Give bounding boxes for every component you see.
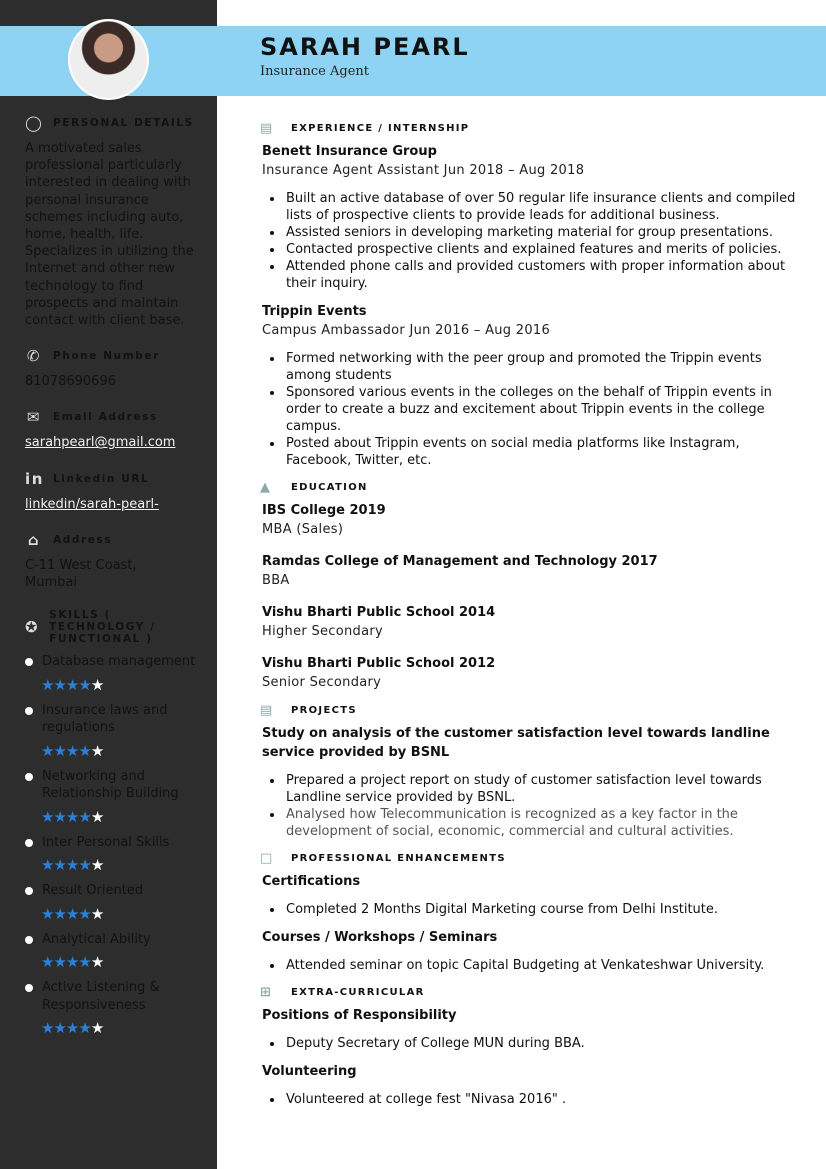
skill-rating bbox=[25, 1019, 200, 1037]
star-empty-icon: ★ bbox=[90, 807, 104, 826]
star-filled-icon: ★ bbox=[78, 675, 91, 694]
graduation-cap-icon: ▲ bbox=[260, 479, 272, 495]
heading-text: Address bbox=[53, 533, 113, 546]
plus-icon: ⊞ bbox=[260, 984, 273, 1000]
skill-rating bbox=[25, 953, 200, 971]
heading-text: PERSONAL DETAILS bbox=[53, 117, 194, 129]
group-title: Positions of Responsibility bbox=[262, 1008, 457, 1023]
bullet-item: Prepared a project report on study of customer satisfaction level towards Landline service provided by BSNL. bbox=[270, 772, 802, 806]
skill-rating bbox=[25, 856, 200, 874]
star-empty-icon: ★ bbox=[90, 741, 104, 760]
email-heading bbox=[25, 408, 200, 426]
degree: Senior Secondary bbox=[262, 675, 382, 690]
award-icon: ✪ bbox=[25, 618, 40, 637]
star-filled-icon: ★ bbox=[53, 741, 66, 760]
star-filled-icon: ★ bbox=[78, 904, 91, 923]
star-empty-icon: ★ bbox=[90, 904, 104, 923]
bullet-item: Sponsored various events in the colleges on the behalf of Trippin events in order to create a buzz and excitement about Trippin events in the college campus. bbox=[270, 384, 802, 435]
skill-item: Database management bbox=[25, 653, 200, 671]
skill-rating bbox=[25, 742, 200, 760]
star-filled-icon: ★ bbox=[41, 1019, 54, 1038]
skill-rating bbox=[25, 676, 200, 694]
star-filled-icon: ★ bbox=[41, 741, 54, 760]
bullet-item: Completed 2 Months Digital Marketing course from Delhi Institute. bbox=[270, 901, 802, 918]
document-icon: ▤ bbox=[260, 702, 274, 718]
star-filled-icon: ★ bbox=[41, 807, 54, 826]
education-list bbox=[262, 501, 802, 692]
star-filled-icon: ★ bbox=[78, 741, 91, 760]
enhancements-heading bbox=[260, 850, 802, 866]
bullet-item: Built an active database of over 50 regular life insurance clients and compiled lists of prospective clients to provide leads for additional business. bbox=[270, 190, 802, 224]
position: Campus Ambassador Jun 2016 – Aug 2016 bbox=[262, 323, 551, 338]
project-title: Study on analysis of the customer satisfaction level towards landline service provided by BSNL bbox=[262, 726, 770, 760]
position: Insurance Agent Assistant Jun 2018 – Aug 2018 bbox=[262, 163, 585, 178]
heading-text: EXPERIENCE / INTERNSHIP bbox=[291, 122, 470, 134]
linkedin-link[interactable]: linkedin/sarah-pearl- bbox=[25, 496, 159, 512]
bullet-list bbox=[270, 190, 802, 292]
enhancements-list bbox=[262, 872, 802, 974]
star-filled-icon: ★ bbox=[65, 1019, 79, 1038]
skill-item: Inter Personal Skills bbox=[25, 834, 200, 852]
bullet-list bbox=[270, 1035, 802, 1052]
school-name: Vishu Bharti Public School 2012 bbox=[262, 656, 496, 671]
star-filled-icon: ★ bbox=[65, 953, 79, 972]
star-filled-icon: ★ bbox=[78, 953, 91, 972]
group-title: Certifications bbox=[262, 874, 361, 889]
skill-item: Result Oriented bbox=[25, 882, 200, 900]
star-filled-icon: ★ bbox=[65, 904, 79, 923]
star-empty-icon: ★ bbox=[90, 675, 104, 694]
group-title: Volunteering bbox=[262, 1064, 357, 1079]
star-empty-icon: ★ bbox=[90, 953, 104, 972]
star-filled-icon: ★ bbox=[41, 675, 54, 694]
skill-item: Active Listening & Responsiveness bbox=[25, 979, 200, 1014]
skill-item: Analytical Ability bbox=[25, 931, 200, 949]
heading-text: PROFESSIONAL ENHANCEMENTS bbox=[291, 852, 506, 864]
star-empty-icon: ★ bbox=[90, 1019, 104, 1038]
bullet-item: Formed networking with the peer group and promoted the Trippin events among students bbox=[270, 350, 802, 384]
organization-name: Benett Insurance Group bbox=[262, 144, 437, 159]
bullet-item: Attended seminar on topic Capital Budgeting at Venkateshwar University. bbox=[270, 957, 802, 974]
bullet-list bbox=[270, 1091, 802, 1108]
heading-text: EXTRA-CURRICULAR bbox=[291, 986, 425, 998]
chat-icon: □ bbox=[260, 850, 274, 866]
extracurricular-heading bbox=[260, 984, 802, 1000]
star-filled-icon: ★ bbox=[53, 904, 66, 923]
address-heading bbox=[25, 531, 200, 549]
star-filled-icon: ★ bbox=[41, 904, 54, 923]
degree: MBA (Sales) bbox=[262, 522, 344, 537]
personal-details-heading bbox=[25, 114, 200, 132]
group-title: Courses / Workshops / Seminars bbox=[262, 930, 498, 945]
star-filled-icon: ★ bbox=[78, 1019, 91, 1038]
bullet-list bbox=[270, 350, 802, 469]
phone-value: 81078690696 bbox=[25, 374, 116, 390]
bullet-item: Volunteered at college fest "Nivasa 2016" . bbox=[270, 1091, 802, 1108]
heading-text: Email Address bbox=[53, 411, 158, 424]
star-filled-icon: ★ bbox=[53, 953, 66, 972]
star-filled-icon: ★ bbox=[53, 807, 66, 826]
home-icon: ⌂ bbox=[27, 530, 41, 549]
heading-text: SKILLS ( TECHNOLOGY / FUNCTIONAL ) bbox=[49, 609, 156, 646]
heading-text: Phone Number bbox=[53, 350, 160, 363]
linkedin-icon: in bbox=[25, 469, 45, 488]
star-filled-icon: ★ bbox=[65, 856, 79, 875]
main-content bbox=[262, 114, 802, 1118]
star-filled-icon: ★ bbox=[65, 741, 79, 760]
star-filled-icon: ★ bbox=[41, 953, 54, 972]
extracurricular-list bbox=[262, 1006, 802, 1108]
bullet-item: Assisted seniors in developing marketing material for group presentations. bbox=[270, 224, 802, 241]
bullet-item: Deputy Secretary of College MUN during BBA. bbox=[270, 1035, 802, 1052]
email-link[interactable]: sarahpearl@gmail.com bbox=[25, 435, 176, 451]
sidebar-content bbox=[25, 114, 200, 1045]
bullet-list bbox=[270, 901, 802, 918]
skill-item: Networking and Relationship Building bbox=[25, 768, 200, 803]
skill-rating bbox=[25, 808, 200, 826]
skill-item: Insurance laws and regulations bbox=[25, 702, 200, 737]
experience-list bbox=[262, 142, 802, 469]
phone-icon: ✆ bbox=[26, 347, 42, 366]
person-icon: ◯ bbox=[25, 114, 44, 132]
star-filled-icon: ★ bbox=[53, 675, 66, 694]
school-name: IBS College 2019 bbox=[262, 503, 386, 518]
organization-name: Trippin Events bbox=[262, 304, 367, 319]
project-bullets bbox=[270, 772, 802, 840]
star-filled-icon: ★ bbox=[78, 856, 91, 875]
linkedin-heading bbox=[25, 470, 200, 488]
bullet-item: Analysed how Telecommunication is recognized as a key factor in the development of social, economic, commercial and cultural activities. bbox=[270, 806, 802, 840]
star-filled-icon: ★ bbox=[53, 856, 66, 875]
star-filled-icon: ★ bbox=[65, 675, 79, 694]
star-filled-icon: ★ bbox=[41, 856, 54, 875]
profile-photo bbox=[68, 19, 149, 100]
star-filled-icon: ★ bbox=[53, 1019, 66, 1038]
phone-heading bbox=[25, 347, 200, 365]
personal-summary: A motivated sales professional particularly interested in dealing with personal insurance schemes including auto, home, health, life. Specializes in utilizing the Internet and other new technology to find prospects and maintain contact with client base. bbox=[25, 141, 194, 329]
bullet-list bbox=[270, 957, 802, 974]
degree: BBA bbox=[262, 573, 290, 588]
briefcase-icon: ▤ bbox=[260, 120, 274, 136]
school-name: Ramdas College of Management and Technology 2017 bbox=[262, 554, 658, 569]
star-empty-icon: ★ bbox=[90, 856, 104, 875]
experience-heading bbox=[260, 120, 802, 136]
bullet-item: Posted about Trippin events on social media platforms like Instagram, Facebook, Twitter, etc. bbox=[270, 435, 802, 469]
heading-text: PROJECTS bbox=[291, 704, 357, 716]
heading-text: Linkedin URL bbox=[53, 472, 150, 485]
candidate-title: Insurance Agent bbox=[260, 64, 369, 79]
bullet-item: Contacted prospective clients and explained features and merits of policies. bbox=[270, 241, 802, 258]
skills-list bbox=[25, 653, 200, 1037]
degree: Higher Secondary bbox=[262, 624, 383, 639]
skill-rating bbox=[25, 905, 200, 923]
envelope-icon: ✉ bbox=[26, 408, 42, 427]
star-filled-icon: ★ bbox=[65, 807, 79, 826]
education-heading bbox=[260, 479, 802, 495]
address-value: C-11 West Coast, Mumbai bbox=[25, 557, 137, 591]
bullet-item: Attended phone calls and provided customers with proper information about their inquiry. bbox=[270, 258, 802, 292]
skills-heading bbox=[25, 609, 200, 645]
projects-heading bbox=[260, 702, 802, 718]
school-name: Vishu Bharti Public School 2014 bbox=[262, 605, 496, 620]
star-filled-icon: ★ bbox=[78, 807, 91, 826]
heading-text: EDUCATION bbox=[291, 481, 368, 493]
candidate-name: SARAH PEARL bbox=[260, 33, 470, 61]
